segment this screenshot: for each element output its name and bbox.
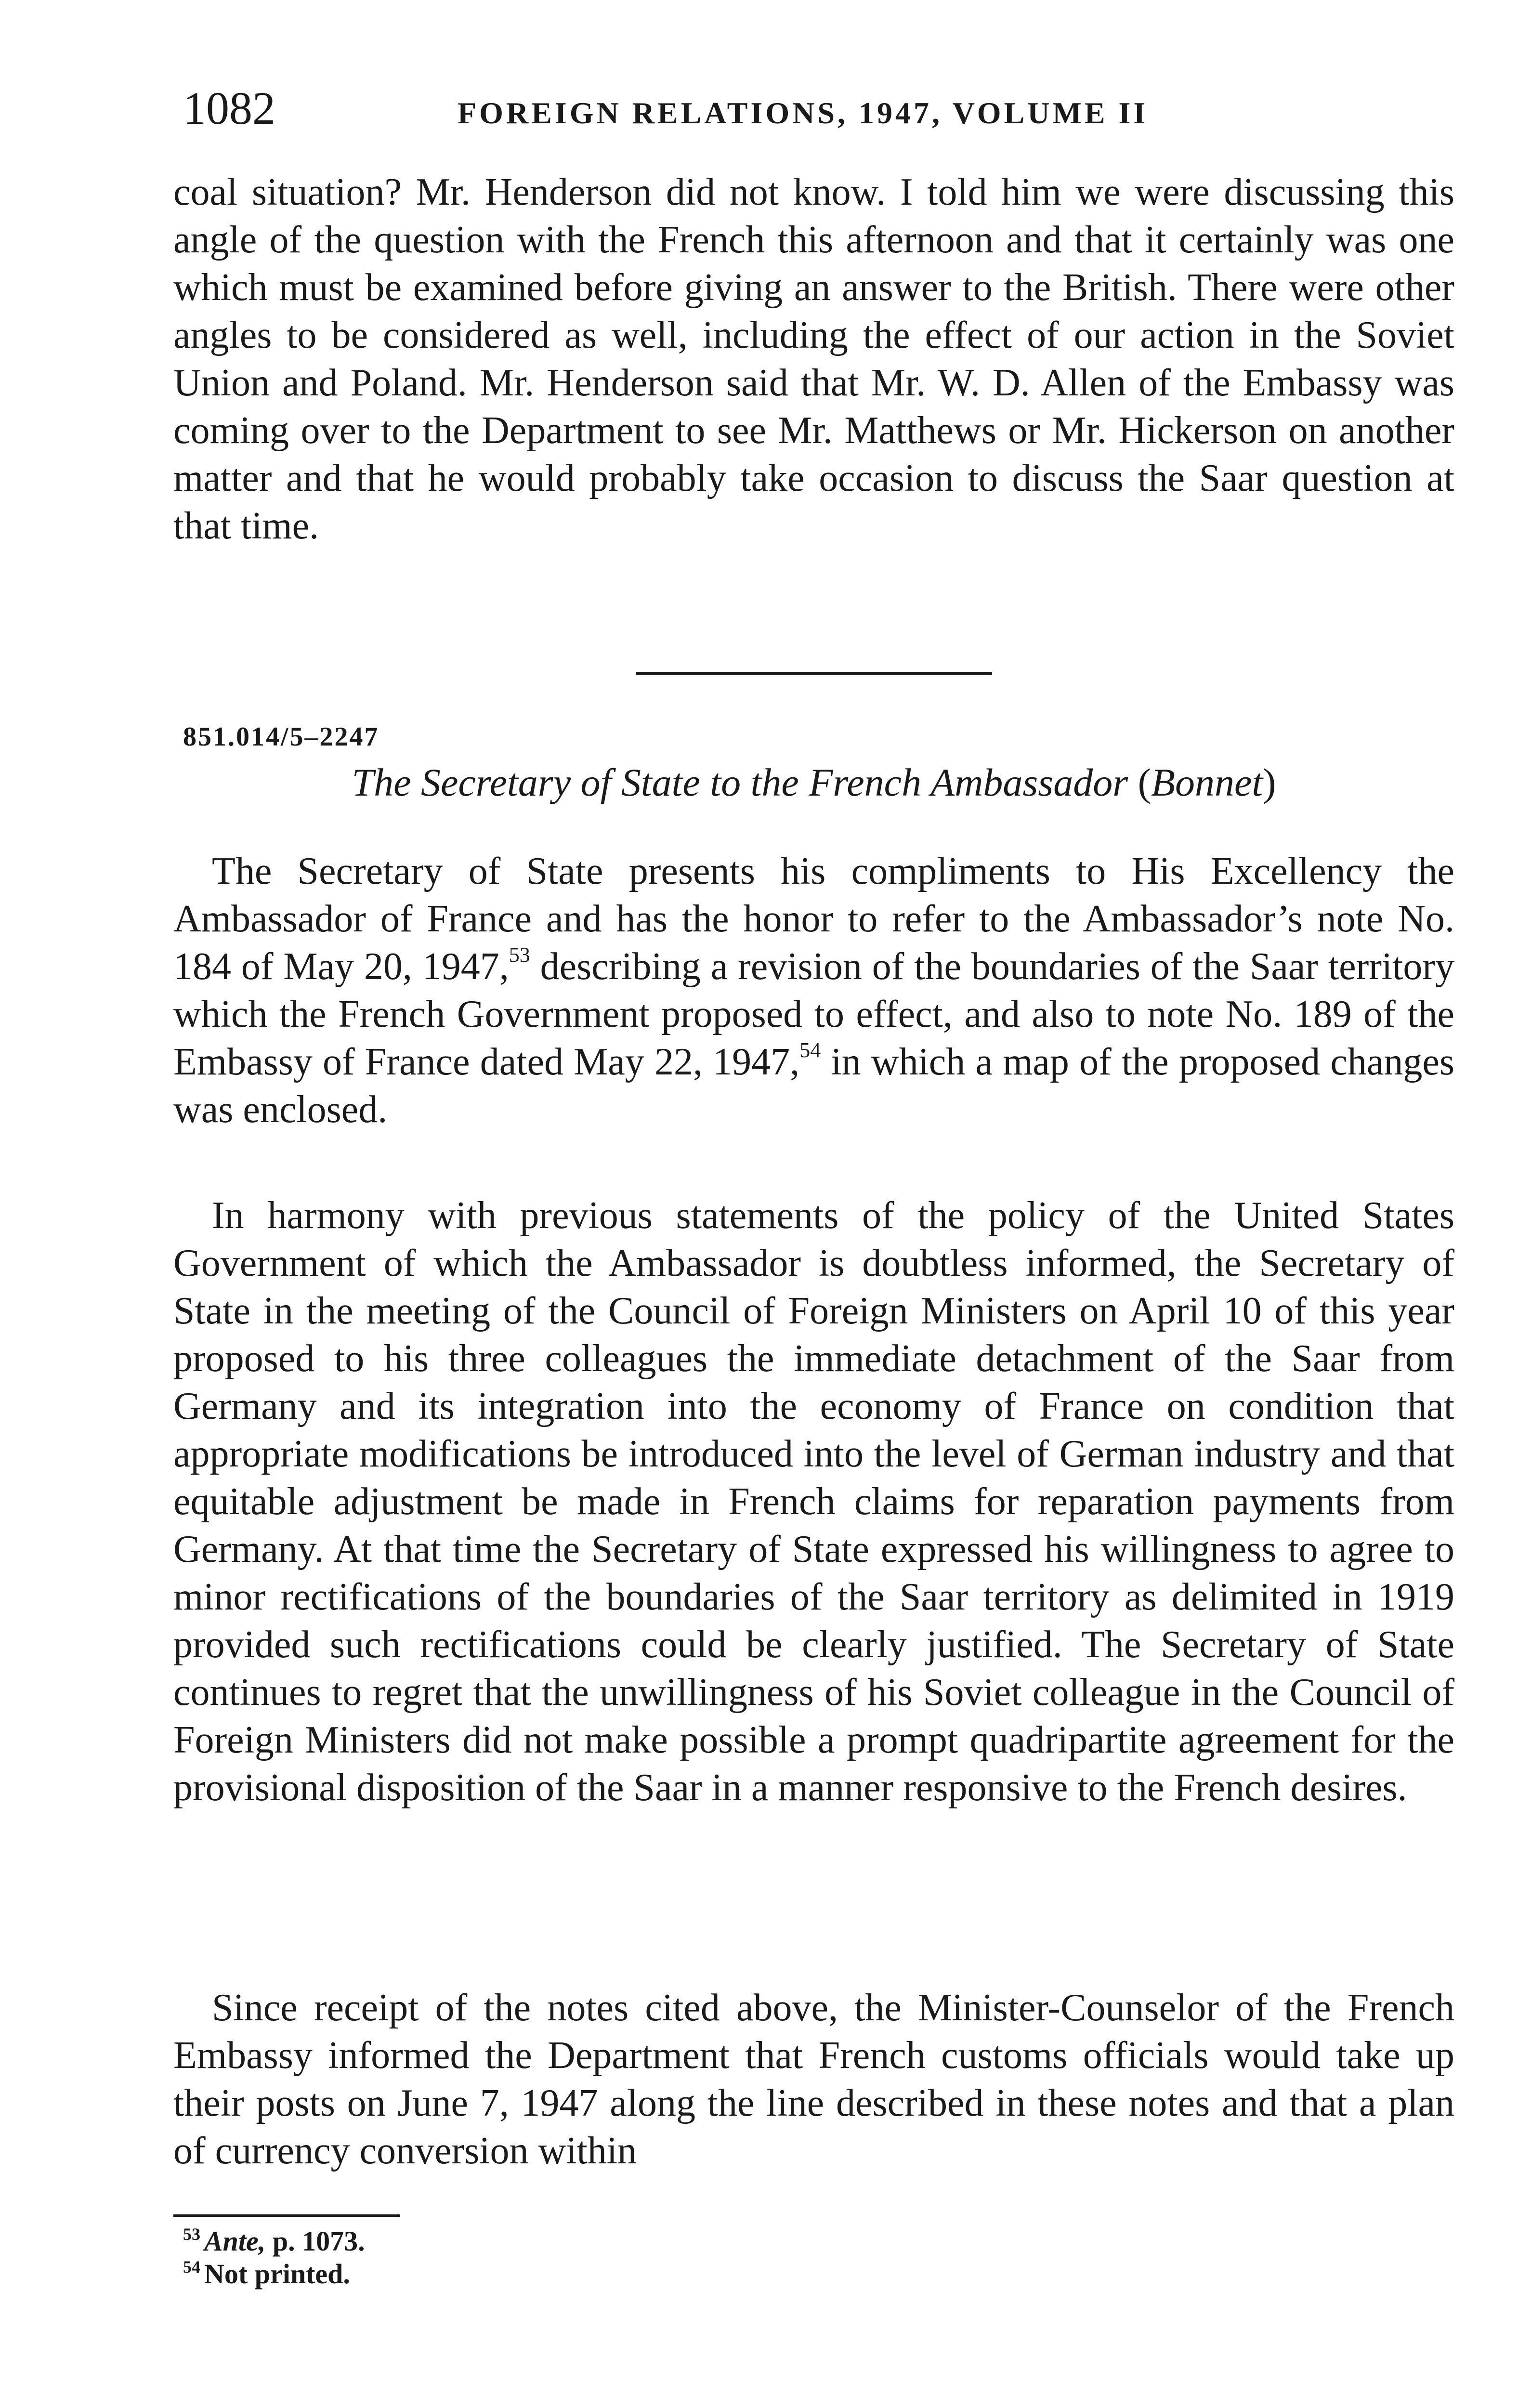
footnote-text: Not printed. (204, 2258, 350, 2290)
paragraph-2: In harmony with previous statements of the policy of the United States Government of which the Ambassador is doubtless informed, the Secretary of State in the meeting of the Council of Foreign Ministers on April 10 of this year proposed to his three colleagues the immediate detachment of the Saar from Germany and its integration into the economy of France on condition that appropriate modifications be introduced into the level of German industry and that equitable adjustment be made in French claims for reparation payments from Germany. At that time the Secretary of State expressed his willingness to agree to minor rectifications of the boundaries of the Saar territory as delimited in 1919 provided such rectifications could be clearly justified. The Secretary of State continues to regret that the unwillingness of his Soviet colleague in the Council of Foreign Ministers did not make possible a prompt quadripartite agreement for the provisional disposition of the Saar in a manner responsive to the French desires. (173, 1194, 1454, 1809)
document-title: The Secretary of State to the French Ambassador (Bonnet) (352, 760, 1276, 804)
file-number: 851.014/5–2247 (183, 722, 380, 752)
footnote-mark: 54 (183, 2257, 200, 2277)
footnote-54 (183, 2258, 350, 2290)
paragraph-1-part-b: describing a revision of the boundaries of the Saar territory which the French Government proposed to effect, and also to note No. 189 of the Embassy of France dated May 22, 1947, (173, 945, 1455, 1083)
ambassador-name: Bonnet (1151, 760, 1263, 804)
footnote-source: Ante, (204, 2225, 266, 2257)
running-head: FOREIGN RELATIONS, 1947, VOLUME II (458, 96, 1149, 130)
paragraph-3: Since receipt of the notes cited above, the Minister-Counselor of the French Embassy informed the Department that French customs officials would take up their posts on June 7, 1947 along the line described in these notes and that a plan of currency conversion within (173, 1987, 1454, 2172)
footnote-text: p. 1073. (265, 2225, 365, 2257)
footnote-ref-53: 53 (509, 943, 530, 967)
footnote-ref-54: 54 (799, 1038, 821, 1062)
footnote-divider (173, 2214, 400, 2217)
document-title-main: The Secretary of State to the French Ambassador (352, 760, 1128, 804)
footnote-mark: 53 (183, 2225, 200, 2244)
continued-paragraph: coal situation? Mr. Henderson did not know. I told him we were discussing this angle of the question with the French this afternoon and that it certainly was one which must be examined before giving an answer to the British. There were other angles to be considered as well, including the effect of our action in the Soviet Union and Poland. Mr. Henderson said that Mr. W. D. Allen of the Embassy was coming over to the Department to see Mr. Matthews or Mr. Hickerson on another matter and that he would probably take occasion to discuss the Saar question at that time. (173, 171, 1454, 547)
paragraph-1-part-c: in which a map of the proposed changes was enclosed. (173, 1041, 1454, 1131)
paragraph-1-part-a: The Secretary of State presents his compliments to His Excellency the Ambassador of France and has the honor to refer to the Ambassador’s note No. 184 of May 20, 1947, (173, 850, 1454, 988)
paragraph-1 (173, 848, 1454, 1134)
page-header (183, 79, 1459, 137)
page-number: 1082 (183, 82, 275, 134)
footnote-53 (183, 2225, 365, 2258)
section-divider (636, 672, 992, 675)
